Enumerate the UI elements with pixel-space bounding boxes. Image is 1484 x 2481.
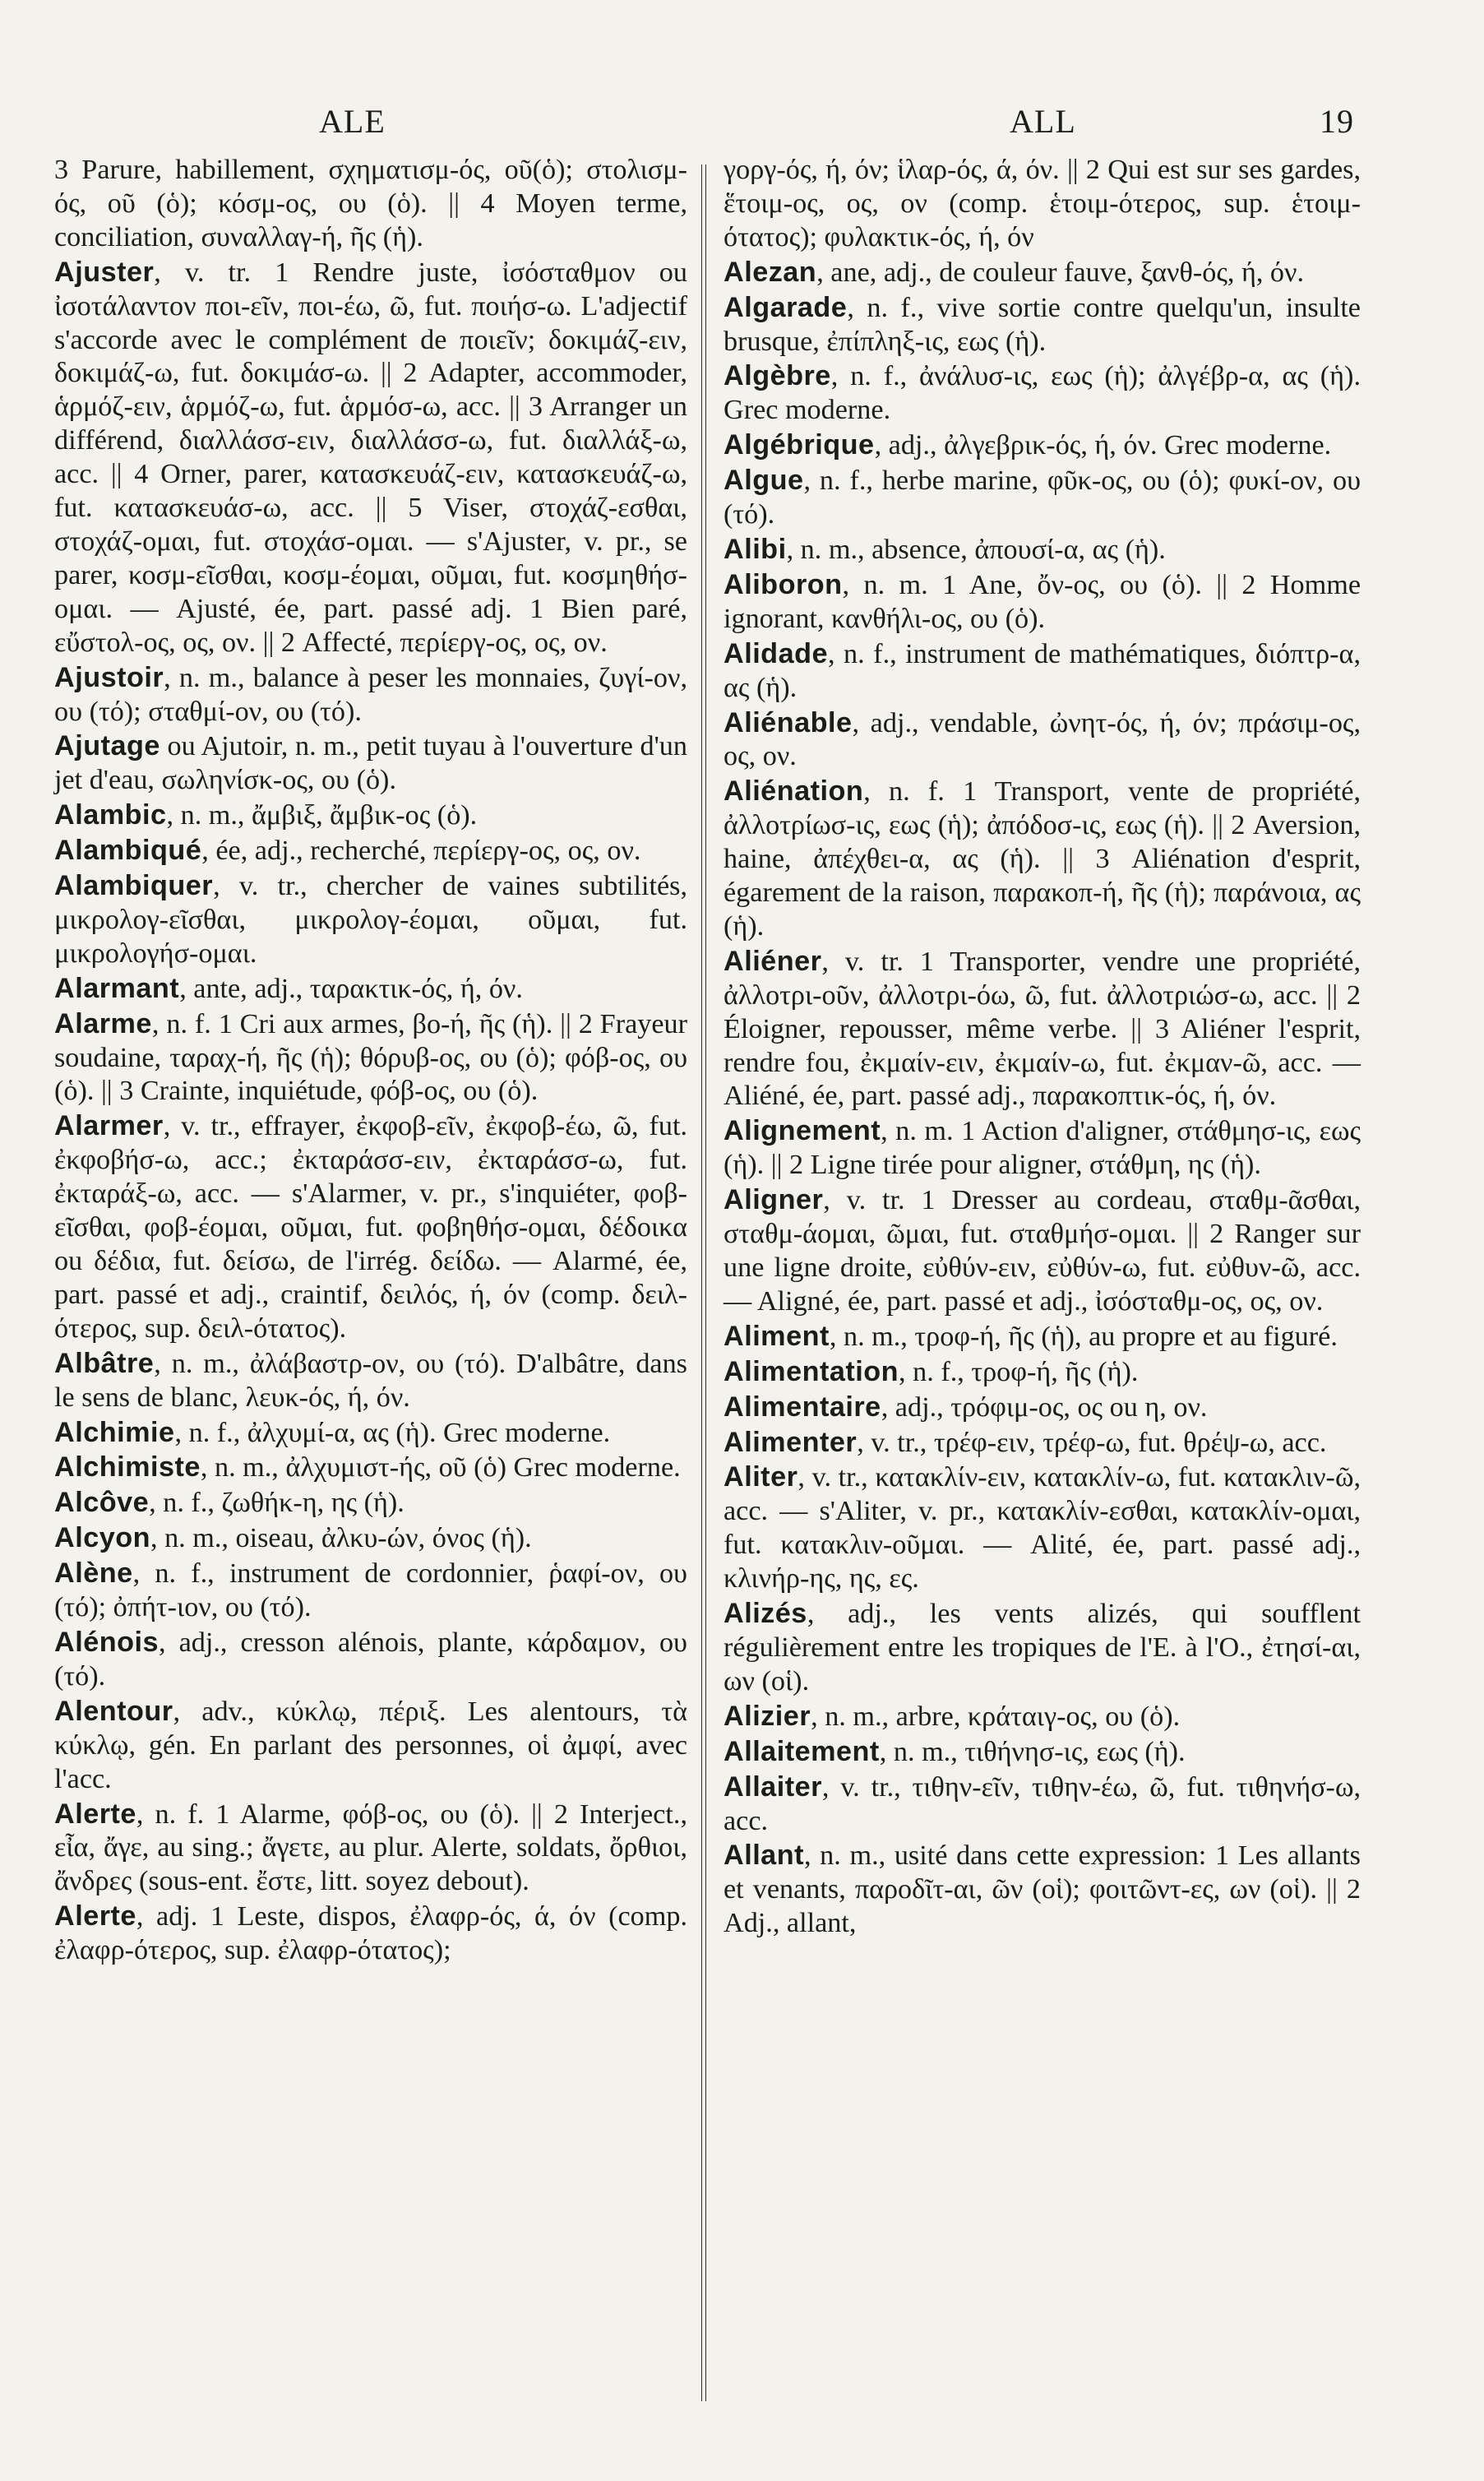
- dictionary-entry: [54, 1626, 687, 1694]
- dictionary-entry: [54, 1347, 687, 1415]
- entry-headword: Allaitement: [724, 1735, 880, 1767]
- dictionary-entry: [724, 1320, 1361, 1354]
- dictionary-entry: [54, 1557, 687, 1625]
- entry-definition: , n. m., ἀλχυμιστ-ής, οῦ (ὁ) Grec moderne.: [200, 1452, 681, 1484]
- dictionary-entry: [724, 1460, 1361, 1596]
- entry-definition: , v. tr., τρέφ-ειν, τρέφ-ω, fut. θρέψ-ω, acc.: [857, 1427, 1327, 1458]
- entry-headword: Alignement: [724, 1115, 881, 1147]
- entry-definition: , n. m., usité dans cette expression: 1 Les allants et venants, παροδῖτ-αι, ῶν (οἱ); φοιτῶντ-ες, ων (οἱ). || 2 Adj., allant,: [724, 1840, 1361, 1939]
- entry-headword: Alambiqué: [54, 835, 202, 867]
- entry-definition: , n. f., herbe marine, φῦκ-ος, ου (ὁ); φυκί-ον, ου (τό).: [724, 465, 1361, 530]
- dictionary-entry: [54, 661, 687, 729]
- entry-headword: Alarmer: [54, 1110, 164, 1142]
- column-divider: [701, 164, 706, 2401]
- entry-definition: , n. f. 1 Alarme, φόβ-ος, ου (ὁ). || 2 Interject., εἶα, ἄγε, au sing.; ἄγετε, au plur. Alerte, soldats, ὄρθιοι, ἄνδρες (sous-ent. ἔστε, litt. soyez debout).: [54, 1798, 687, 1897]
- dictionary-entry: [54, 1900, 687, 1968]
- dictionary-entry: [54, 1451, 687, 1485]
- entry-headword: Aliéner: [724, 945, 822, 977]
- dictionary-entry: [54, 154, 687, 255]
- entry-headword: Alambiquer: [54, 870, 214, 902]
- entry-headword: Aliment: [724, 1320, 830, 1352]
- entry-headword: Alchimie: [54, 1416, 175, 1448]
- entry-headword: Alcôve: [54, 1487, 150, 1519]
- entry-definition: , n. m., oiseau, ἀλκυ-ών, όνος (ἡ).: [150, 1523, 532, 1554]
- entry-definition: 3 Parure, habillement, σχηματισμ-ός, οῦ(ὁ); στολισμ-ός, οῦ (ὁ); κόσμ-ος, ου (ὁ). || 4 Moyen terme, conciliation, συναλλαγ-ή, ῆς (ἡ).: [54, 155, 687, 252]
- page-number: 19: [1320, 103, 1354, 140]
- entry-definition: , n. f., ἀλχυμί-α, ας (ἡ). Grec moderne.: [174, 1417, 611, 1448]
- dictionary-entry: [724, 1839, 1361, 1941]
- dictionary-entry: [724, 1355, 1361, 1390]
- dictionary-entry: [724, 775, 1361, 944]
- entry-definition: , n. m., arbre, κράταιγ-ος, ου (ὁ).: [811, 1701, 1181, 1732]
- left-running-head: ALE: [319, 103, 386, 140]
- entry-definition: , n. f., ἀνάλυσ-ις, εως (ἡ); ἀλγέβρ-α, ας (ἡ). Grec moderne.: [724, 361, 1361, 426]
- dictionary-entry: [54, 1109, 687, 1345]
- entry-headword: Alimenter: [724, 1426, 858, 1458]
- entry-definition: , n. m., ἀλάβαστρ-ον, ου (τό). D'albâtre, dans le sens de blanc, λευκ-ός, ή, όν.: [54, 1348, 687, 1413]
- entry-headword: Alentour: [54, 1695, 173, 1727]
- dictionary-entry: [724, 945, 1361, 1114]
- entry-headword: Alerte: [54, 1900, 136, 1932]
- dictionary-entry: [724, 1735, 1361, 1770]
- dictionary-entry: [724, 637, 1361, 706]
- entry-headword: Alambic: [54, 799, 167, 831]
- dictionary-entry: [724, 533, 1361, 567]
- dictionary-entry: [54, 1798, 687, 1900]
- entry-headword: Alène: [54, 1558, 133, 1590]
- entry-definition: , n. m., τροφ-ή, ῆς (ἡ), au propre et au figuré.: [829, 1321, 1338, 1352]
- dictionary-entry: [54, 729, 687, 798]
- entry-headword: Alénois: [54, 1626, 159, 1658]
- entry-definition: , v. tr., chercher de vaines subtilités, μικρολογ-εῖσθαι, μικρολογ-έομαι, οῦμαι, fut. μικρολογήσ-ομαι.: [54, 871, 687, 969]
- dictionary-entry: [54, 834, 687, 868]
- entry-headword: Ajustoir: [54, 661, 164, 693]
- entry-headword: Alerte: [54, 1798, 136, 1830]
- entry-headword: Aliboron: [724, 568, 843, 600]
- dictionary-entry: [724, 1597, 1361, 1699]
- entry-definition: ou Ajutoir, n. m., petit tuyau à l'ouverture d'un jet d'eau, σωληνίσκ-ος, ου (ὁ).: [54, 731, 687, 796]
- dictionary-entry: [724, 464, 1361, 532]
- entry-headword: Alcyon: [54, 1522, 150, 1554]
- entry-headword: Ajuster: [54, 256, 155, 288]
- dictionary-entry: [54, 1521, 687, 1556]
- entry-definition: , n. f. 1 Transport, vente de propriété, ἀλλοτρίωσ-ις, εως (ἡ); ἀπόδοσ-ις, εως (ἡ). || 2 Aversion, haine, ἀπέχθει-α, ας (ἡ). || 3 Aliénation d'esprit, égarement de la raison, παρακοπ-ή, ῆς (ἡ); παράνοια, ας (ἡ).: [724, 776, 1361, 942]
- dictionary-entry: [724, 1114, 1361, 1183]
- entry-definition: , n. m. 1 Ane, ὄν-ος, ου (ὁ). || 2 Homme ignorant, κανθήλι-ος, ου (ὁ).: [724, 569, 1361, 634]
- dictionary-entry: [54, 798, 687, 833]
- dictionary-entry: [724, 359, 1361, 428]
- entry-headword: Alezan: [724, 256, 817, 288]
- dictionary-entry: [724, 568, 1361, 636]
- entry-definition: , adj., vendable, ὠνητ-ός, ή, όν; πράσιμ-ος, ος, ον.: [724, 707, 1361, 772]
- entry-definition: , adj., cresson alénois, plante, κάρδαμον, ου (τό).: [54, 1627, 687, 1692]
- entry-definition: , ane, adj., de couleur fauve, ξανθ-ός, ή, όν.: [816, 257, 1305, 288]
- entry-definition: , v. tr., κατακλίν-ειν, κατακλίν-ω, fut. κατακλιν-ῶ, acc. — s'Aliter, v. pr., κατακλίν-εσθαι, κατακλίν-ομαι, fut. κατακλιν-οῦμαι. — Alité, ée, part. passé adj., κλινήρ-ης, ης, ες.: [724, 1462, 1361, 1595]
- entry-headword: Aliénation: [724, 775, 864, 808]
- dictionary-entry: [724, 1700, 1361, 1734]
- dictionary-entry: [724, 154, 1361, 255]
- entry-headword: Alidade: [724, 637, 828, 669]
- dictionary-entry: [54, 1416, 687, 1451]
- entry-headword: Alchimiste: [54, 1451, 201, 1484]
- entry-headword: Alarme: [54, 1007, 152, 1039]
- entry-headword: Aliter: [724, 1461, 798, 1493]
- entry-headword: Alizés: [724, 1598, 807, 1630]
- dictionary-entry: [724, 1426, 1361, 1460]
- left-column: [54, 154, 687, 1969]
- entry-definition: , adv., κύκλῳ, πέριξ. Les alentours, τὰ κύκλῳ, gén. En parlant des personnes, οἱ ἀμφί, avec l'acc.: [54, 1696, 687, 1794]
- entry-headword: Alarmant: [54, 972, 180, 1004]
- entry-definition: , v. tr., effrayer, ἐκφοβ-εῖν, ἐκφοβ-έω, ῶ, fut. ἐκφοβήσ-ω, acc.; ἐκταράσσ-ειν, ἐκταράσσ-ω, fut. ἐκταράξ-ω, acc. — s'Alarmer, v. pr., s'inquiéter, φοβ-εῖσθαι, φοβ-έομαι, οῦμαι, fut. φοβηθήσ-ομαι, δέδοικα ou δέδια, fut. δείσω, de l'irrég. δείδω. — Alarmé, ée, part. passé et adj., craintif, δειλός, ή, όν (comp. δειλ-ότερος, sup. δειλ-ότατος).: [54, 1111, 687, 1344]
- entry-definition: , v. tr. 1 Transporter, vendre une propriété, ἀλλοτρι-οῦν, ἀλλοτρι-όω, ῶ, fut. ἀλλοτριώσ-ω, acc. || 2 Éloigner, repousser, même verbe. || 3 Aliéner l'esprit, rendre fou, ἐκμαίν-ειν, ἐκμαίν-ω, fut. ἐκμαν-ῶ, acc. — Aliéné, ée, part. passé adj., παρακοπτικ-ός, ή, όν.: [724, 946, 1361, 1112]
- dictionary-entry: [54, 1007, 687, 1109]
- entry-definition: , n. m., τιθήνησ-ις, εως (ἡ).: [879, 1736, 1186, 1767]
- entry-definition: , n. m., ἄμβιξ, ἄμβικ-ος (ὁ).: [166, 800, 478, 831]
- dictionary-entry: [724, 706, 1361, 775]
- entry-definition: , n. f., instrument de cordonnier, ῥαφί-ον, ου (τό); ὀπήτ-ιον, ου (τό).: [54, 1558, 687, 1623]
- entry-headword: Aliénable: [724, 706, 853, 738]
- entry-definition: , ée, adj., recherché, περίεργ-ος, ος, ον.: [201, 835, 641, 867]
- entry-headword: Alimentaire: [724, 1391, 881, 1423]
- entry-definition: γοργ-ός, ή, όν; ἱλαρ-ός, ά, όν. || 2 Qui est sur ses gardes, ἕτοιμ-ος, ος, ον (comp. ἑτοιμ-ότερος, sup. ἑτοιμ-ότατος); φυλακτικ-ός, ή, όν: [724, 155, 1361, 252]
- entry-definition: , adj., les vents alizés, qui soufflent régulièrement entre les tropiques de l'E. à l'O., ἐτησί-αι, ων (οἱ).: [724, 1599, 1361, 1696]
- entry-definition: , n. f., τροφ-ή, ῆς (ἡ).: [899, 1356, 1139, 1387]
- entry-definition: , v. tr., τιθην-εῖν, τιθην-έω, ῶ, fut. τιθηνήσ-ω, acc.: [724, 1771, 1361, 1836]
- dictionary-entry: [54, 1695, 687, 1797]
- entry-headword: Allant: [724, 1840, 804, 1872]
- entry-definition: , n. m., absence, ἀπουσί-α, ας (ἡ).: [786, 534, 1166, 565]
- dictionary-entry: [724, 291, 1361, 359]
- entry-headword: Alizier: [724, 1700, 811, 1732]
- entry-definition: , adj., τρόφιμ-ος, ος ou η, ον.: [881, 1391, 1208, 1423]
- entry-definition: , n. m., balance à peser les monnaies, ζυγί-ον, ου (τό); σταθμί-ον, ου (τό).: [54, 662, 687, 727]
- entry-headword: Algèbre: [724, 360, 831, 392]
- entry-headword: Allaiter: [724, 1770, 822, 1803]
- entry-definition: , n. f., vive sortie contre quelqu'un, insulte brusque, ἐπίπληξ-ις, εως (ἡ).: [724, 292, 1361, 357]
- entry-definition: , v. tr. 1 Dresser au cordeau, σταθμ-ᾶσθαι, σταθμ-άομαι, ῶμαι, fut. σταθμήσ-ομαι. || 2 Ranger sur une ligne droite, εὐθύν-ειν, εὐθύν-ω, fut. εὐθυν-ῶ, acc. — Aligné, ée, part. passé et adj., ἰσόσταθμ-ος, ος, ον.: [724, 1185, 1361, 1317]
- entry-headword: Alimentation: [724, 1355, 899, 1387]
- entry-headword: Albâtre: [54, 1347, 155, 1379]
- entry-definition: , adj. 1 Leste, dispos, ἐλαφρ-ός, ά, όν (comp. ἐλαφρ-ότερος, sup. ἐλαφρ-ότατος);: [54, 1901, 687, 1966]
- entry-definition: , adj., ἀλγεβρικ-ός, ή, όν. Grec moderne.: [874, 430, 1332, 461]
- dictionary-entry: [54, 869, 687, 971]
- dictionary-entry: [54, 1486, 687, 1521]
- dictionary-entry: [724, 428, 1361, 463]
- entry-headword: Aligner: [724, 1184, 824, 1216]
- dictionary-entry: [724, 1183, 1361, 1319]
- entry-definition: , ante, adj., ταρακτικ-ός, ή, όν.: [179, 973, 523, 1004]
- entry-headword: Ajutage: [54, 730, 160, 762]
- dictionary-entry: [724, 1391, 1361, 1425]
- dictionary-entry: [54, 256, 687, 660]
- right-column: [724, 154, 1361, 1942]
- entry-definition: , n. f. 1 Cri aux armes, βο-ή, ῆς (ἡ). || 2 Frayeur soudaine, ταραχ-ή, ῆς (ἡ); θόρυβ-ος, ου (ὁ); φόβ-ος, ου (ὁ). || 3 Crainte, inquiétude, φόβ-ος, ου (ὁ).: [54, 1008, 687, 1107]
- dictionary-entry: [724, 256, 1361, 290]
- entry-headword: Algarade: [724, 291, 848, 323]
- entry-definition: , v. tr. 1 Rendre juste, ἰσόσταθμον ou ἰσοτάλαντον ποι-εῖν, ποι-έω, ῶ, fut. ποιήσ-ω. L'adjectif s'accorde avec le complément de ποιεῖν; δοκιμάζ-ειν, δοκιμάζ-ω, fut. δοκιμάσ-ω. || 2 Adapter, accommoder, ἁρμόζ-ειν, ἁρμόζ-ω, fut. ἁρμόσ-ω, acc. || 3 Arranger un différend, διαλλάσσ-ειν, διαλλάσσ-ω, fut. διαλλάξ-ω, acc. || 4 Orner, parer, κατασκευάζ-ειν, κατασκευάζ-ω, fut. κατασκευάσ-ω, acc. || 5 Viser, στοχάζ-εσθαι, στοχάζ-ομαι, fut. στοχάσ-ομαι. — s'Ajuster, v. pr., se parer, κοσμ-εῖσθαι, κοσμ-έομαι, οῦμαι, fut. κοσμηθήσ-ομαι. — Ajusté, ée, part. passé adj. 1 Bien paré, εὔστολ-ος, ος, ον. || 2 Affecté, περίεργ-ος, ος, ον.: [54, 257, 687, 658]
- right-running-head: ALL: [1010, 103, 1076, 140]
- entry-headword: Algue: [724, 465, 804, 497]
- dictionary-entry: [54, 972, 687, 1007]
- entry-definition: , n. f., instrument de mathématiques, διόπτρ-α, ας (ἡ).: [724, 638, 1361, 703]
- entry-definition: , n. m. 1 Action d'aligner, στάθμησ-ις, εως (ἡ). || 2 Ligne tirée pour aligner, στάθμη, ης (ἡ).: [724, 1116, 1361, 1181]
- entry-definition: , n. f., ζωθήκ-η, ης (ἡ).: [149, 1488, 405, 1519]
- entry-headword: Alibi: [724, 533, 787, 565]
- entry-headword: Algébrique: [724, 429, 875, 461]
- dictionary-entry: [724, 1770, 1361, 1839]
